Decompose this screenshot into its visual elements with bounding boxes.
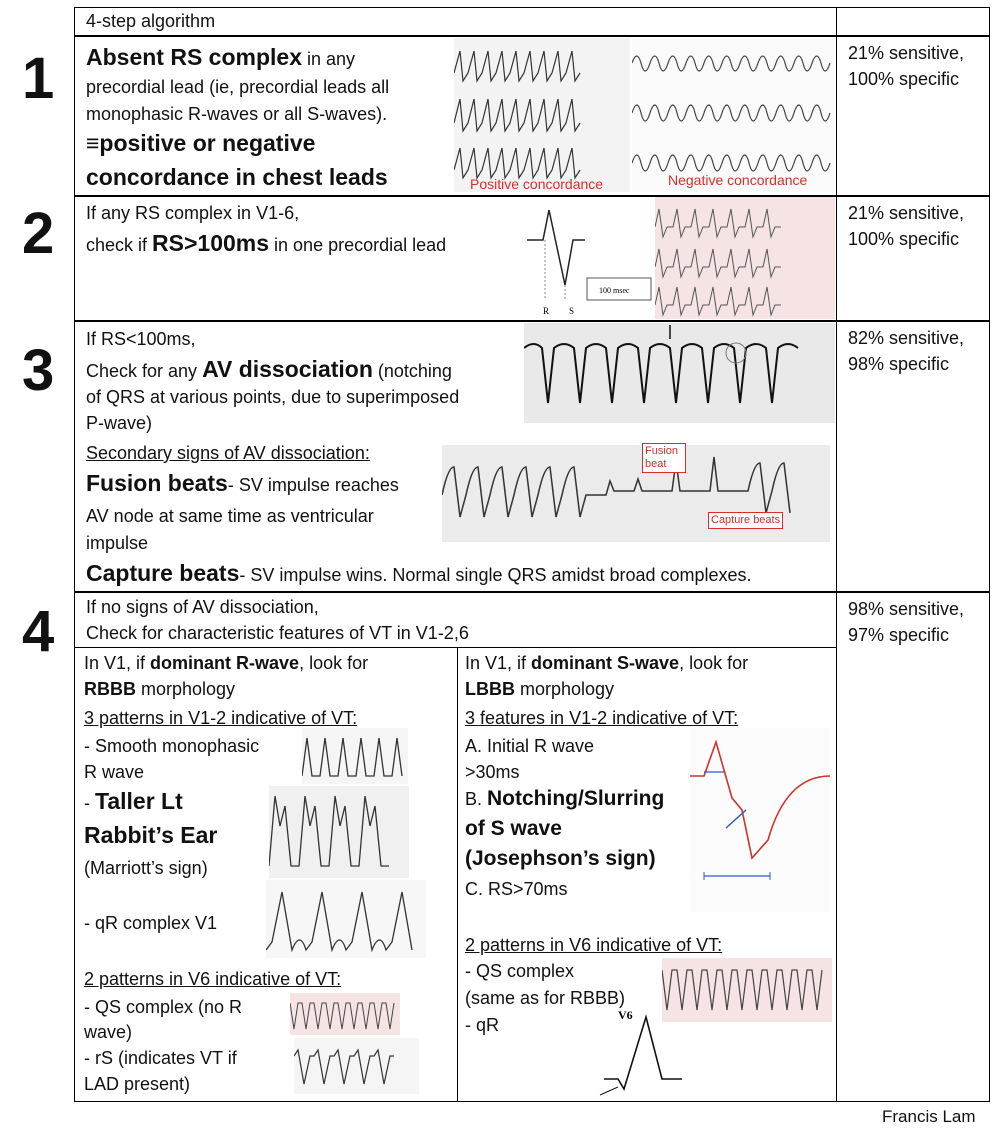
rbbb-taller-line (84, 788, 183, 816)
lbbb-notching-prefix: B. (465, 789, 488, 809)
rs-trace-left (294, 1038, 419, 1094)
lbbb-s-wave: of S wave (465, 817, 562, 840)
table-border-left (74, 7, 75, 1102)
qs-complex-trace-right (662, 958, 832, 1022)
rbbb-taller-dash: - (84, 793, 95, 813)
rbbb-patterns-heading: 3 patterns in V1-2 indicative of VT: (84, 708, 358, 728)
right-same-as-rbbb: (same as for RBBB) (465, 988, 626, 1008)
step1-sensitivity: 21% sensitive, (848, 43, 965, 63)
lbbb-line-1 (465, 650, 748, 676)
step2-line-b-post: in one precordial lead (269, 235, 447, 255)
step3-av-dissociation: AV dissociation (202, 356, 373, 382)
qs-complex-ecg-left (290, 993, 400, 1035)
table-title: 4-step algorithm (86, 11, 216, 31)
step4-subtable-top (74, 647, 836, 648)
av-dissociation-ecg (524, 323, 835, 423)
lbbb-line-1-pre: In V1, if (465, 653, 532, 673)
rabbit-ear-trace (269, 786, 409, 878)
step4-sensitivity: 98% sensitive, (848, 599, 965, 619)
lbbb-morphology: morphology (515, 679, 615, 699)
step2-line-a: If any RS complex in V1-6, (86, 203, 300, 223)
author-credit: Francis Lam (882, 1107, 976, 1126)
lbbb-notching-line (465, 786, 664, 812)
step2-line-b (86, 230, 446, 258)
step2-specificity: 100% specific (848, 229, 960, 249)
step3-line-a: If RS<100ms, (86, 329, 196, 349)
lbbb-josephson-sign: (Josephson’s sign) (465, 847, 656, 870)
step4-line-a: If no signs of AV dissociation, (86, 597, 319, 617)
positive-concordance-ecg (454, 38, 630, 192)
step1-line-b: precordial lead (ie, precordial leads all (86, 77, 390, 97)
step3-capture-rest: - SV impulse wins. Normal single QRS amidst broad complexes. (239, 565, 752, 585)
step-number-3: 3 (22, 338, 55, 403)
step1-line-a (86, 44, 355, 72)
v6-patterns-heading-left: 2 patterns in V6 indicative of VT: (84, 969, 342, 989)
rbbb-dominant-r: dominant R-wave (150, 653, 300, 673)
qs-complex-trace-left (290, 993, 400, 1035)
lbbb-features-heading: 3 features in V1-2 indicative of VT: (465, 708, 739, 728)
av-dissociation-trace (524, 323, 835, 423)
step-number-1: 1 (22, 46, 55, 111)
diagram-s-label: S (569, 306, 575, 316)
step1-line-a-rest: in any (302, 49, 356, 69)
rs-interval-drawing (525, 200, 655, 318)
step3-fusion-rest: - SV impulse reaches (227, 475, 399, 495)
qs-complex-ecg-right (662, 958, 832, 1022)
step-number-2: 2 (22, 201, 55, 266)
rbbb-rabbit-ear: Rabbit’s Ear (84, 822, 218, 848)
header-divider (74, 35, 990, 37)
qr-v6-drawing (596, 1005, 686, 1097)
step3-line-c: of QRS at various points, due to superimposed (86, 387, 460, 407)
rbbb-line-1-post: , look for (299, 653, 369, 673)
v6-lead-label: V6 (618, 1008, 633, 1022)
step1-line-e: concordance in chest leads (86, 164, 388, 190)
step3-line-b-post: (notching (372, 361, 452, 381)
qr-v6-diagram (596, 1005, 686, 1097)
step2-ecg-strip (655, 197, 835, 319)
step2-rs-100ms: RS>100ms (152, 230, 270, 256)
lbbb-v1-v2-drawing (690, 728, 830, 912)
stat-column-divider (836, 7, 837, 1102)
step2-ecg-trace (655, 197, 835, 319)
negative-concordance-ecg (632, 38, 834, 192)
step1-absent-rs: Absent RS complex (86, 44, 302, 70)
lbbb-dominant-s: dominant S-wave (531, 653, 680, 673)
table-border-right (989, 7, 990, 1102)
rbbb-qr-complex: - qR complex V1 (84, 913, 218, 933)
step1-specificity: 100% specific (848, 69, 960, 89)
rbbb-taller-lt: Taller Lt (95, 788, 183, 814)
step3-capture-beats: Capture beats (86, 560, 240, 586)
qr-complex-trace (266, 880, 426, 958)
fusion-beat-label: Fusion beat (642, 443, 686, 473)
qr-complex-ecg (266, 880, 426, 958)
lbbb-rs-70ms: C. RS>70ms (465, 879, 568, 899)
lbbb-initial-r: A. Initial R wave (465, 736, 595, 756)
rbbb-smooth-monophasic: - Smooth monophasic (84, 736, 260, 756)
negative-concordance-caption: Negative concordance (668, 172, 808, 188)
lbbb-line-1-post: , look for (679, 653, 749, 673)
step2-sensitivity: 21% sensitive, (848, 203, 965, 223)
rbbb-marriott-sign: (Marriott’s sign) (84, 858, 208, 878)
rbbb-r-wave: R wave (84, 762, 145, 782)
diagram-r-label: R (543, 306, 550, 316)
step-number-4: 4 (22, 599, 55, 664)
table-border-bottom (74, 1101, 990, 1102)
step3-capture-line (86, 560, 752, 588)
rbbb-line-1 (84, 650, 368, 676)
lbbb-notching-slurring: Notching/Slurring (487, 787, 665, 810)
step4-line-b: Check for characteristic features of VT in V1-2,6 (86, 623, 469, 643)
step3-line-g: AV node at same time as ventricular (86, 506, 374, 526)
step3-specificity: 98% specific (848, 354, 950, 374)
rbbb-line-1-pre: In V1, if (84, 653, 151, 673)
step1-line-c: monophasic R-waves or all S-waves). (86, 104, 388, 124)
negative-concordance-trace (632, 38, 834, 192)
step3-line-d: P-wave) (86, 413, 153, 433)
lbbb-v1-v2-diagram (690, 728, 830, 912)
step3-fusion-beats: Fusion beats (86, 470, 228, 496)
step4-subtable-divider (457, 647, 458, 1102)
diagram-box-label: 100 msec (599, 286, 630, 295)
right-qs-complex: - QS complex (465, 961, 575, 981)
rabbit-ear-ecg (269, 786, 409, 878)
left-qs-wave: wave) (84, 1022, 133, 1042)
step4-specificity: 97% specific (848, 625, 950, 645)
step3-line-b-pre: Check for any (86, 361, 203, 381)
rs-interval-diagram (525, 200, 655, 318)
positive-concordance-trace (454, 38, 630, 192)
left-qs-complex: - QS complex (no R (84, 997, 243, 1017)
capture-beats-label: Capture beats (708, 512, 783, 529)
step3-sensitivity: 82% sensitive, (848, 328, 965, 348)
v6-patterns-heading-right: 2 patterns in V6 indicative of VT: (465, 935, 723, 955)
row-divider-3 (74, 591, 990, 593)
left-lad-present: LAD present) (84, 1074, 191, 1094)
step3-line-b (86, 356, 452, 384)
positive-concordance-caption: Positive concordance (470, 176, 604, 192)
rbbb-morphology: morphology (136, 679, 236, 699)
rs-ecg-left (294, 1038, 419, 1094)
smooth-monophasic-trace (302, 728, 408, 784)
lbbb-30ms: >30ms (465, 762, 520, 782)
step3-secondary-signs: Secondary signs of AV dissociation: (86, 443, 370, 463)
row-divider-2 (74, 320, 990, 322)
lbbb-label: LBBB (465, 679, 515, 699)
step3-line-h: impulse (86, 533, 149, 553)
step3-fusion-line (86, 470, 399, 498)
step2-line-b-pre: check if (86, 235, 153, 255)
right-qr: - qR (465, 1015, 500, 1035)
rbbb-line-2 (84, 676, 235, 702)
step1-line-d: ≡positive or negative (86, 130, 316, 156)
left-rs: - rS (indicates VT if (84, 1048, 237, 1068)
rbbb-label: RBBB (84, 679, 136, 699)
smooth-monophasic-ecg (302, 728, 408, 784)
lbbb-line-2 (465, 676, 614, 702)
row-divider-1 (74, 195, 990, 197)
